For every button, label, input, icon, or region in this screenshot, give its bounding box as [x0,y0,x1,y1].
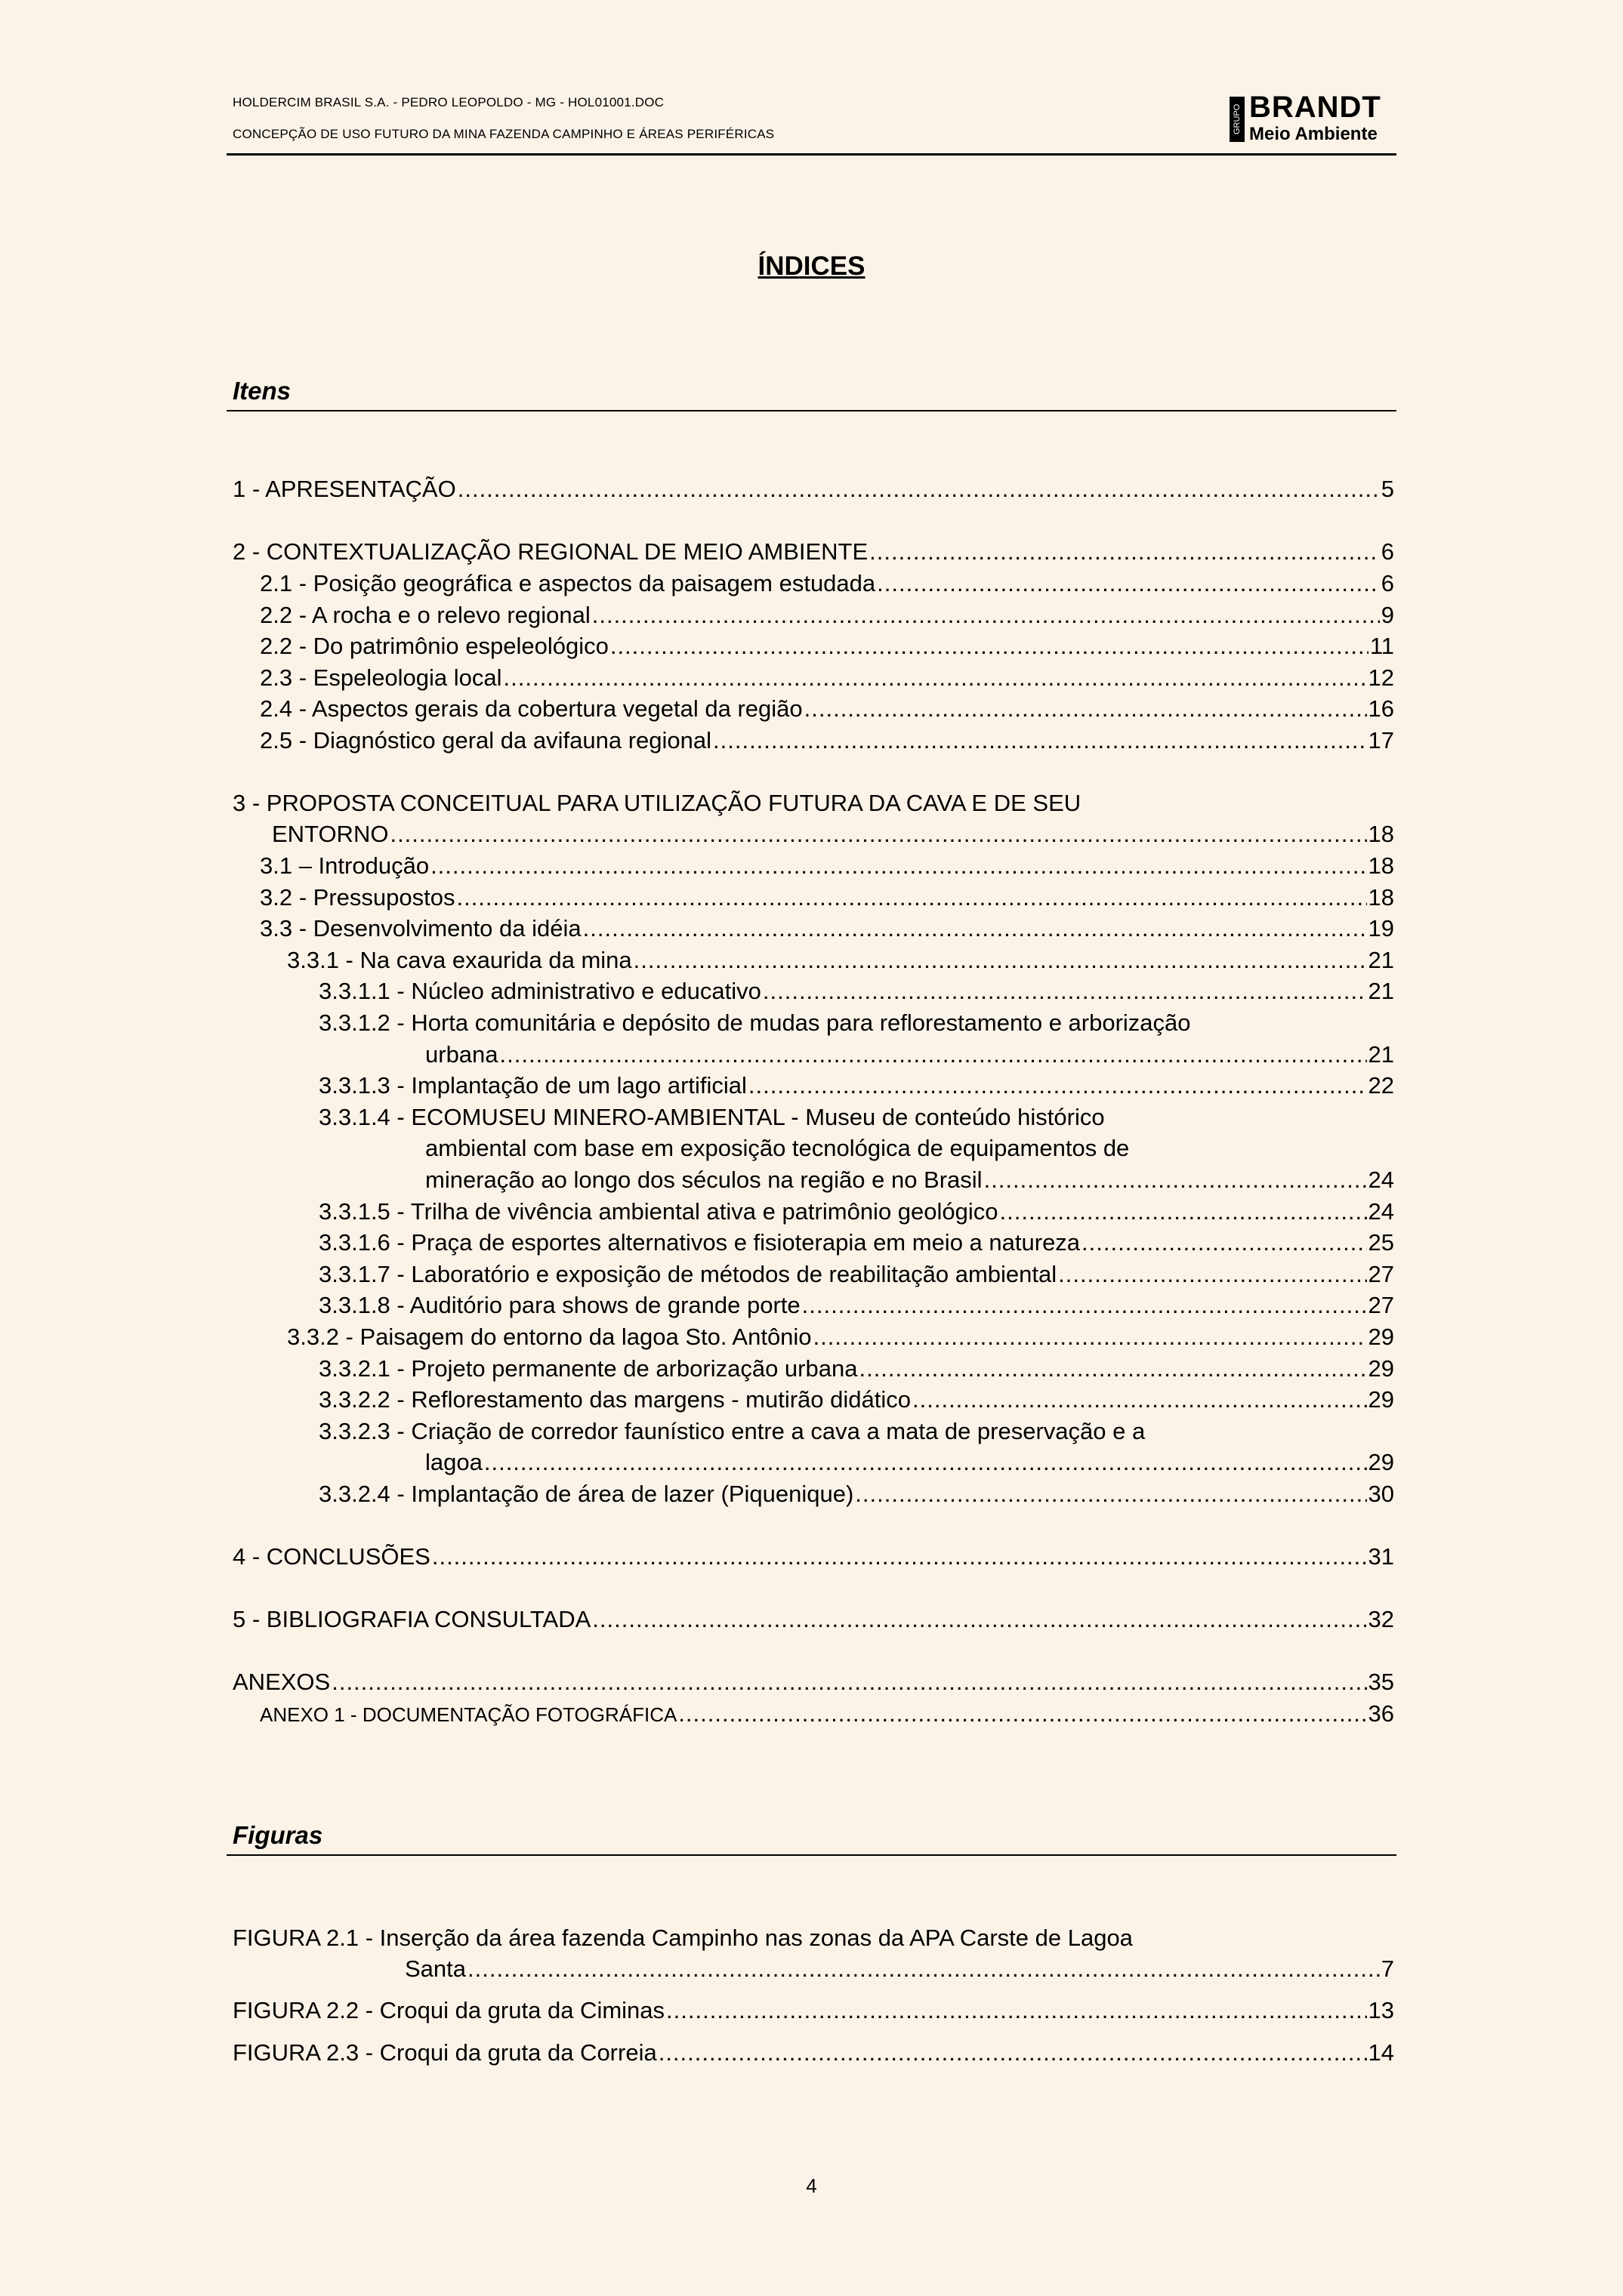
figuras-divider [227,1854,1396,1856]
toc-entry[interactable]: 3.3.2 - Paisagem do entorno da lagoa Sto. Antônio ..... 29 [287,1323,1394,1351]
toc-entry[interactable]: 2.2 - Do patrimônio espeleológico ..... 11 [260,632,1394,661]
toc-entry[interactable]: 2 - CONTEXTUALIZAÇÃO REGIONAL DE MEIO AMBIENTE ..... 6 [233,538,1394,566]
figuras-heading: Figuras [233,1821,323,1849]
logo-group-tag: GRUPO [1230,97,1245,142]
figure-entry[interactable]: FIGURA 2.3 - Croqui da gruta da Correia ..... 14 [233,2039,1394,2067]
toc-entry[interactable]: 4 - CONCLUSÕES ..... 31 [233,1542,1394,1571]
figure-entry[interactable]: Santa ..... 7 [405,1955,1394,1983]
toc-entry[interactable]: 2.3 - Espeleologia local ..... 12 [260,664,1394,692]
figure-entry[interactable]: FIGURA 2.2 - Croqui da gruta da Ciminas ..... 13 [233,1996,1394,2025]
toc-entry[interactable]: 3.3.1.7 - Laboratório e exposição de métodos de reabilitação ambiental ..... 27 [319,1260,1394,1289]
toc-entry[interactable]: 3.3 - Desenvolvimento da idéia ..... 19 [260,914,1394,943]
toc-entry[interactable]: 2.2 - A rocha e o relevo regional ..... 9 [260,601,1394,630]
header-divider [227,153,1396,156]
toc-entry[interactable]: urbana ..... 21 [425,1040,1394,1069]
figure-entry-line[interactable]: FIGURA 2.1 - Inserção da área fazenda Campinho nas zonas da APA Carste de Lagoa [233,1925,1133,1951]
toc-entry[interactable]: 3.3.1 - Na cava exaurida da mina ..... 21 [287,946,1394,975]
toc-entry[interactable]: lagoa ..... 29 [425,1448,1394,1477]
toc-entry[interactable]: 5 - BIBLIOGRAFIA CONSULTADA ..... 32 [233,1605,1394,1634]
toc-entry[interactable]: ANEXOS ..... 35 [233,1668,1394,1697]
toc-entry[interactable]: 2.4 - Aspectos gerais da cobertura vegetal da região ..... 16 [260,695,1394,723]
toc-entry-line[interactable]: ambiental com base em exposição tecnológica de equipamentos de [425,1135,1130,1161]
toc-entry[interactable]: 3.3.1.5 - Trilha de vivência ambiental ativa e patrimônio geológico ..... 24 [319,1197,1394,1226]
toc-entry[interactable]: 2.1 - Posição geográfica e aspectos da paisagem estudada ..... 6 [260,569,1394,598]
logo-subtitle: Meio Ambiente [1249,124,1378,144]
toc-entry[interactable]: ANEXO 1 - DOCUMENTAÇÃO FOTOGRÁFICA ..... 36 [260,1700,1394,1729]
header-company-line: HOLDERCIM BRASIL S.A. - PEDRO LEOPOLDO - MG - HOL01001.DOC [233,95,665,109]
toc-entry[interactable]: 3.3.1.3 - Implantação de um lago artificial ..... 22 [319,1071,1394,1100]
toc-entry-line[interactable]: 3.3.2.3 - Criação de corredor faunístico entre a cava a mata de preservação e a [319,1418,1146,1444]
toc-entry[interactable]: mineração ao longo dos séculos na região e no Brasil ..... 24 [425,1166,1394,1194]
itens-heading: Itens [233,377,292,405]
toc-entry[interactable]: 3.2 - Pressupostos ..... 18 [260,883,1394,912]
page-number: 4 [806,2174,817,2197]
toc-entry[interactable]: 3.3.1.8 - Auditório para shows de grande porte ..... 27 [319,1291,1394,1320]
toc-entry[interactable]: 2.5 - Diagnóstico geral da avifauna regional ..... 17 [260,726,1394,755]
toc-entry[interactable]: 3.1 – Introdução ..... 18 [260,852,1394,880]
toc-entry[interactable]: 3.3.2.2 - Reflorestamento das margens - mutirão didático ..... 29 [319,1385,1394,1414]
toc-entry[interactable]: ENTORNO ..... 18 [272,820,1394,849]
logo-brand-text: BRANDT [1249,91,1381,124]
brandt-logo [1230,91,1396,146]
itens-divider [227,410,1396,411]
toc-entry[interactable]: 3.3.2.1 - Projeto permanente de arborização urbana ..... 29 [319,1354,1394,1383]
toc-entry[interactable]: 3.3.1.6 - Praça de esportes alternativos e fisioterapia em meio a natureza ..... 25 [319,1228,1394,1257]
toc-entry[interactable]: 1 - APRESENTAÇÃO ..... 5 [233,475,1394,504]
page-title: ÍNDICES [758,251,865,281]
toc-entry-line[interactable]: 3.3.1.2 - Horta comunitária e depósito de mudas para reflorestamento e arborização [319,1009,1191,1036]
toc-entry[interactable]: 3.3.1.1 - Núcleo administrativo e educativo ..... 21 [319,977,1394,1006]
header-project-line: CONCEPÇÃO DE USO FUTURO DA MINA FAZENDA CAMPINHO E ÁREAS PERIFÉRICAS [233,127,775,141]
toc-entry-line[interactable]: 3.3.1.4 - ECOMUSEU MINERO-AMBIENTAL - Museu de conteúdo histórico [319,1104,1105,1130]
toc-entry-line[interactable]: 3 - PROPOSTA CONCEITUAL PARA UTILIZAÇÃO FUTURA DA CAVA E DE SEU [233,790,1081,816]
toc-entry[interactable]: 3.3.2.4 - Implantação de área de lazer (Piquenique) ..... 30 [319,1480,1394,1509]
